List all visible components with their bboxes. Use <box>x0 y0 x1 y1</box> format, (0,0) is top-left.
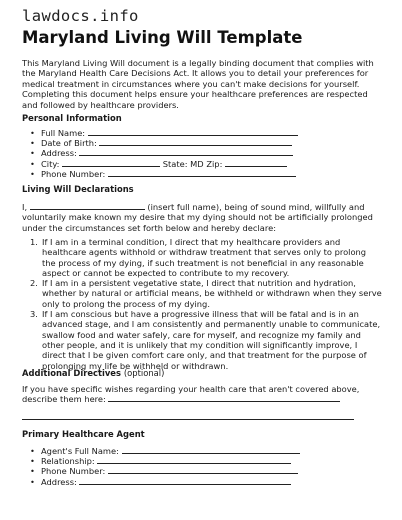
personal-info-heading: Personal Information <box>22 113 122 123</box>
site-label: lawdocs.info <box>22 7 139 25</box>
document-title: Maryland Living Will Template <box>22 28 303 47</box>
agent-relationship-field: • Relationship: <box>30 456 360 466</box>
agent-heading: Primary Healthcare Agent <box>22 429 145 439</box>
additional-directives-line[interactable] <box>22 419 354 420</box>
additional-directives-heading: Additional Directives (optional) <box>22 368 165 378</box>
dob-blank[interactable] <box>99 138 292 146</box>
agent-relationship-blank[interactable] <box>97 456 291 464</box>
declarations-list <box>30 237 382 371</box>
phone-field: • Phone Number: <box>30 169 360 179</box>
agent-name-field: • Agent's Full Name: <box>30 446 360 456</box>
city-blank[interactable] <box>62 159 160 167</box>
agent-name-blank[interactable] <box>122 446 300 454</box>
personal-info-list <box>30 128 360 179</box>
city-state-zip-field: • City: State: MD Zip: <box>30 159 360 169</box>
full-name-blank[interactable] <box>88 128 298 136</box>
declarations-heading: Living Will Declarations <box>22 184 134 194</box>
declaration-item: 3. If I am conscious but have a progressive illness that will be fatal and is in an advanced stage, and I am consistently and permanently unable to communicate, swallow food and water safely, care for myself, and recognize my family and other people, and it is unlikely that my condition will significantly improve, I direct that I be given comfort care only, and that treatment for the purpose of prolonging my life be withheld or withdrawn. <box>30 309 381 371</box>
declaration-item: 1. If I am in a terminal condition, I direct that my healthcare providers and healthcare agents withhold or withdraw treatment that serves only to prolong the process of my dying, if such treatment is not beneficial in any reasonable aspect or cannot be expected to contribute to my recovery. <box>30 237 367 278</box>
additional-directives-blank[interactable] <box>108 394 340 402</box>
agent-info-list <box>30 446 360 487</box>
zip-blank[interactable] <box>225 159 287 167</box>
declaration-item: 2. If I am in a persistent vegetative state, I direct that nutrition and hydration, whether by natural or artificial means, be withheld or withdrawn when they serve only to prolong the process of my dying. <box>30 278 382 309</box>
declarant-name-blank[interactable] <box>30 202 145 210</box>
full-name-field: • Full Name: <box>30 128 360 138</box>
agent-phone-field: • Phone Number: <box>30 466 360 476</box>
intro-paragraph: This Maryland Living Will document is a legally binding document that complies with the Maryland Health Care Decisions Act. It allows you to detail your preferences for medical treatment in circumstances where you can't make decisions for yourself. Completing this document helps ensure your healthcare preferences are respected and followed by healthcare providers. <box>22 58 374 110</box>
address-field: • Address: <box>30 148 360 158</box>
agent-address-field: • Address: <box>30 477 360 487</box>
dob-field: • Date of Birth: <box>30 138 360 148</box>
agent-phone-blank[interactable] <box>108 466 298 474</box>
phone-blank[interactable] <box>108 169 296 177</box>
additional-directives-text: If you have specific wishes regarding your health care that aren't covered above, describe them here: <box>22 384 360 405</box>
declarations-intro: I, (insert full name), being of sound mind, willfully and voluntarily make known my desire that my dying should not be artificially prolonged under the circumstances set forth below and hereby declare: <box>22 202 373 233</box>
agent-address-blank[interactable] <box>79 477 291 485</box>
address-blank[interactable] <box>79 148 293 156</box>
